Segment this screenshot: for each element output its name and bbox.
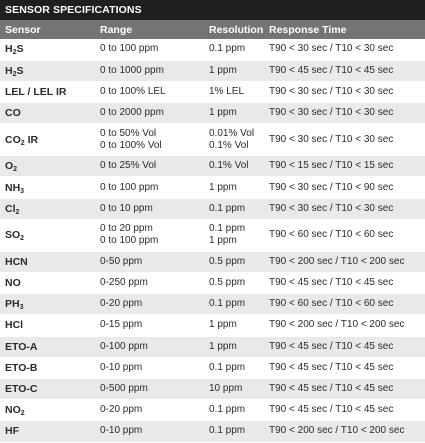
range-cell [95, 378, 204, 399]
range-cell [95, 60, 204, 81]
response-time-cell [264, 60, 425, 81]
sensor-subscript: 2 [13, 166, 18, 174]
response-time-cell [264, 315, 425, 336]
resolution-value: 0.1 ppm [209, 202, 246, 214]
range-value: 0 to 1000 ppm [100, 64, 164, 76]
sensor-name: HCl [5, 319, 24, 332]
sensor-cell [0, 156, 95, 177]
resolution-cell [204, 124, 264, 156]
resolution-value: 1 ppm [209, 235, 237, 247]
sensor-cell [0, 219, 95, 251]
sensor-cell [0, 124, 95, 156]
response-time-value: T90 < 60 sec / T10 < 60 sec [269, 298, 394, 310]
sensor-name: Cl [5, 202, 16, 215]
sensor-name: H [5, 43, 13, 56]
range-value: 0-20 ppm [100, 404, 143, 416]
sensor-subscript: 2 [15, 208, 20, 216]
response-time-cell [264, 124, 425, 156]
response-time-cell [264, 219, 425, 251]
header-sensor: Sensor [0, 20, 95, 39]
sensor-subscript: 2 [12, 70, 17, 78]
header-row [0, 20, 425, 39]
range-cell [95, 294, 204, 315]
sensor-suffix: S [16, 43, 24, 56]
sensor-name: ETO-C [5, 383, 38, 396]
header-range: Range [95, 20, 204, 39]
resolution-cell [204, 198, 264, 219]
resolution-cell [204, 177, 264, 198]
sensor-name: PH [5, 298, 20, 311]
sensor-subscript: 2 [20, 410, 25, 418]
range-value: 0 to 2000 ppm [100, 107, 164, 119]
resolution-value: 0.1 ppm [209, 404, 246, 416]
range-cell [95, 198, 204, 219]
range-cell [95, 81, 204, 102]
table-row [0, 378, 425, 399]
sensor-subscript: 2 [20, 235, 25, 243]
sensor-subscript: 3 [19, 304, 24, 312]
sensor-cell [0, 177, 95, 198]
resolution-cell [204, 357, 264, 378]
table-row [0, 81, 425, 102]
table-row [0, 103, 425, 124]
resolution-value: 0.1% Vol [209, 160, 249, 172]
response-time-cell [264, 177, 425, 198]
resolution-value: 0.1 ppm [209, 223, 246, 235]
response-time-cell [264, 336, 425, 357]
resolution-cell [204, 103, 264, 124]
sensor-cell [0, 273, 95, 294]
table-row [0, 124, 425, 156]
resolution-cell [204, 421, 264, 442]
resolution-value: 1% LEL [209, 85, 245, 97]
sensor-cell [0, 198, 95, 219]
sensor-cell [0, 357, 95, 378]
response-time-cell [264, 39, 425, 60]
resolution-value: 1 ppm [209, 340, 237, 352]
response-time-cell [264, 103, 425, 124]
table-header [0, 20, 425, 39]
sensor-name: HF [5, 425, 19, 438]
sensor-suffix: S [16, 64, 24, 77]
range-value: 0-250 ppm [100, 277, 148, 289]
response-time-value: T90 < 30 sec / T10 < 30 sec [269, 107, 394, 119]
sensor-cell [0, 400, 95, 421]
table-row [0, 251, 425, 272]
response-time-value: T90 < 45 sec / T10 < 45 sec [269, 64, 394, 76]
table-row [0, 336, 425, 357]
sensor-cell [0, 336, 95, 357]
sensor-cell [0, 81, 95, 102]
range-value: 0-15 ppm [100, 319, 143, 331]
table-title: SENSOR SPECIFICATIONS [0, 0, 425, 20]
sensor-suffix: IR [24, 133, 39, 146]
resolution-cell [204, 315, 264, 336]
response-time-cell [264, 198, 425, 219]
sensor-specifications-table [0, 20, 425, 443]
sensor-name: H [5, 64, 13, 77]
resolution-cell [204, 251, 264, 272]
range-value: 0-20 ppm [100, 298, 143, 310]
response-time-value: T90 < 30 sec / T10 < 30 sec [269, 85, 394, 97]
resolution-cell [204, 60, 264, 81]
sensor-name: CO [5, 133, 21, 146]
table-row [0, 198, 425, 219]
range-cell [95, 421, 204, 442]
resolution-value: 0.1 ppm [209, 361, 246, 373]
sensor-cell [0, 103, 95, 124]
table-row [0, 421, 425, 442]
sensor-name: LEL / LEL IR [5, 85, 67, 98]
sensor-cell [0, 378, 95, 399]
range-cell [95, 400, 204, 421]
range-value: 0 to 100 ppm [100, 235, 159, 247]
resolution-cell [204, 400, 264, 421]
header-response-time: Response Time [264, 20, 425, 39]
range-value: 0-50 ppm [100, 255, 143, 267]
resolution-value: 10 ppm [209, 383, 243, 395]
response-time-value: T90 < 45 sec / T10 < 45 sec [269, 404, 394, 416]
resolution-value: 1 ppm [209, 64, 237, 76]
table-row [0, 177, 425, 198]
range-value: 0-10 ppm [100, 361, 143, 373]
resolution-value: 1 ppm [209, 181, 237, 193]
range-value: 0 to 25% Vol [100, 160, 157, 172]
sensor-name: CO [5, 107, 21, 120]
range-cell [95, 336, 204, 357]
response-time-cell [264, 156, 425, 177]
resolution-cell [204, 336, 264, 357]
sensor-subscript: 2 [20, 139, 25, 147]
response-time-value: T90 < 200 sec / T10 < 200 sec [269, 255, 405, 267]
response-time-cell [264, 421, 425, 442]
range-cell [95, 103, 204, 124]
response-time-value: T90 < 45 sec / T10 < 45 sec [269, 383, 394, 395]
sensor-name: NO [5, 277, 21, 290]
resolution-value: 0.1% Vol [209, 139, 249, 151]
sensor-subscript: 2 [12, 49, 17, 57]
sensor-cell [0, 315, 95, 336]
resolution-cell [204, 273, 264, 294]
sensor-cell [0, 251, 95, 272]
sensor-subscript: 3 [20, 187, 25, 195]
response-time-value: T90 < 45 sec / T10 < 45 sec [269, 361, 394, 373]
table-row [0, 156, 425, 177]
range-value: 0 to 100 ppm [100, 181, 159, 193]
resolution-value: 0.01% Vol [209, 127, 255, 139]
response-time-cell [264, 400, 425, 421]
response-time-cell [264, 378, 425, 399]
response-time-value: T90 < 200 sec / T10 < 200 sec [269, 319, 405, 331]
range-cell [95, 124, 204, 156]
response-time-value: T90 < 60 sec / T10 < 60 sec [269, 229, 394, 241]
range-cell [95, 251, 204, 272]
table-row [0, 273, 425, 294]
range-cell [95, 315, 204, 336]
sensor-cell [0, 39, 95, 60]
response-time-cell [264, 357, 425, 378]
range-cell [95, 273, 204, 294]
sensor-name: ETO-A [5, 340, 38, 353]
resolution-cell [204, 219, 264, 251]
response-time-value: T90 < 30 sec / T10 < 30 sec [269, 202, 394, 214]
response-time-cell [264, 81, 425, 102]
sensor-cell [0, 294, 95, 315]
response-time-cell [264, 273, 425, 294]
range-cell [95, 177, 204, 198]
response-time-cell [264, 251, 425, 272]
table-row [0, 315, 425, 336]
resolution-value: 1 ppm [209, 107, 237, 119]
resolution-value: 1 ppm [209, 319, 237, 331]
range-value: 0 to 10 ppm [100, 202, 153, 214]
table-row [0, 39, 425, 60]
resolution-value: 0.1 ppm [209, 43, 246, 55]
response-time-value: T90 < 45 sec / T10 < 45 sec [269, 340, 394, 352]
sensor-cell [0, 60, 95, 81]
response-time-value: T90 < 30 sec / T10 < 30 sec [269, 43, 394, 55]
resolution-value: 0.5 ppm [209, 277, 246, 289]
table-body [0, 39, 425, 442]
resolution-value: 0.1 ppm [209, 298, 246, 310]
range-value: 0 to 100 ppm [100, 43, 159, 55]
table-row [0, 60, 425, 81]
range-value: 0 to 100% LEL [100, 85, 166, 97]
response-time-value: T90 < 15 sec / T10 < 15 sec [269, 160, 394, 172]
sensor-name: O [5, 160, 14, 173]
sensor-name: NO [5, 404, 21, 417]
range-value: 0 to 100% Vol [100, 139, 162, 151]
range-cell [95, 156, 204, 177]
response-time-cell [264, 294, 425, 315]
response-time-value: T90 < 200 sec / T10 < 200 sec [269, 425, 405, 437]
range-value: 0-100 ppm [100, 340, 148, 352]
sensor-cell [0, 421, 95, 442]
table-row [0, 294, 425, 315]
range-value: 0-10 ppm [100, 425, 143, 437]
sensor-name: SO [5, 229, 21, 242]
resolution-value: 0.5 ppm [209, 255, 246, 267]
range-value: 0 to 20 ppm [100, 223, 153, 235]
resolution-cell [204, 156, 264, 177]
response-time-value: T90 < 45 sec / T10 < 45 sec [269, 277, 394, 289]
range-cell [95, 357, 204, 378]
resolution-value: 0.1 ppm [209, 425, 246, 437]
response-time-value: T90 < 30 sec / T10 < 30 sec [269, 133, 394, 145]
sensor-name: NH [5, 181, 21, 194]
response-time-value: T90 < 30 sec / T10 < 90 sec [269, 181, 394, 193]
sensor-name: ETO-B [5, 361, 38, 374]
resolution-cell [204, 294, 264, 315]
range-cell [95, 39, 204, 60]
range-value: 0-500 ppm [100, 383, 148, 395]
range-cell [95, 219, 204, 251]
header-resolution: Resolution [204, 20, 264, 39]
resolution-cell [204, 378, 264, 399]
sensor-name: HCN [5, 255, 28, 268]
resolution-cell [204, 39, 264, 60]
table-row [0, 400, 425, 421]
resolution-cell [204, 81, 264, 102]
range-value: 0 to 50% Vol [100, 127, 157, 139]
table-row [0, 357, 425, 378]
table-row [0, 219, 425, 251]
